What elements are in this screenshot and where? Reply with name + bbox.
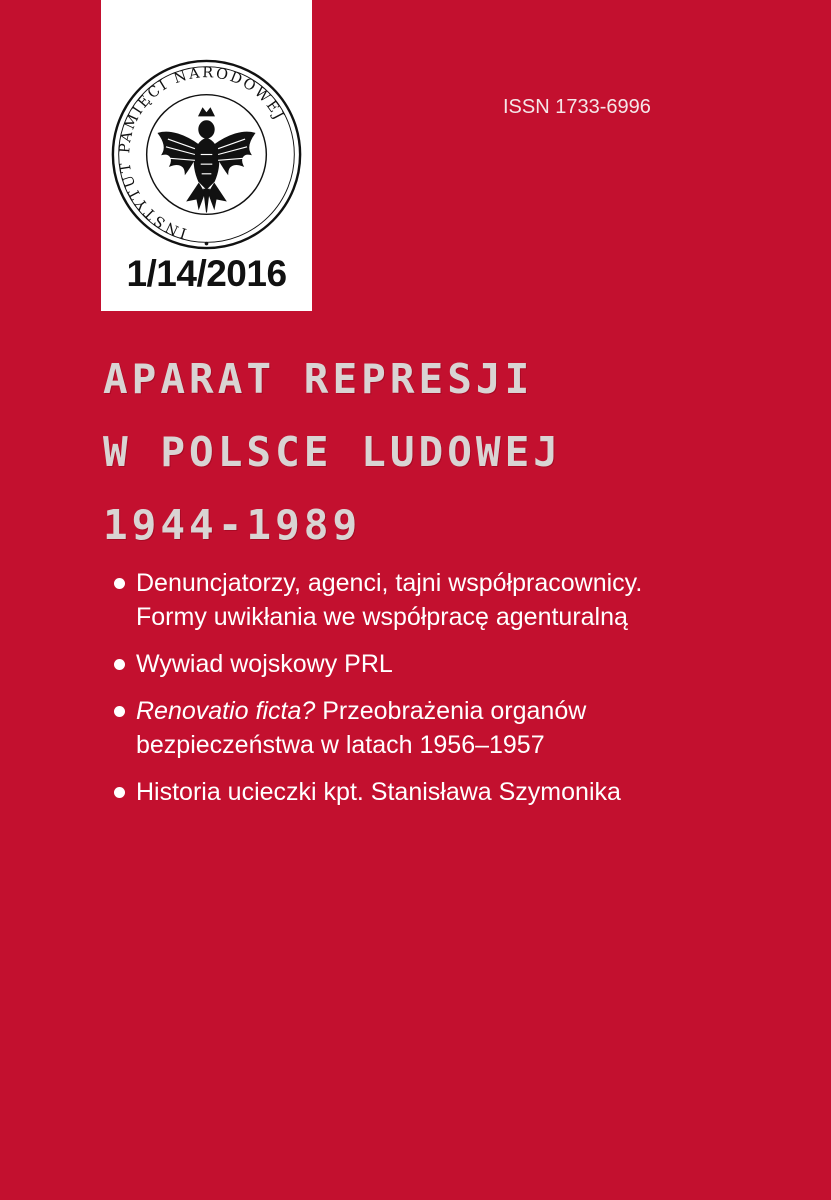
- svg-text:●: ●: [203, 238, 210, 249]
- title-line-2: W POLSCE LUDOWEJ: [103, 428, 562, 476]
- list-item: [114, 694, 814, 762]
- bullet-1-line-2: Formy uwikłania we współpracę agenturalną: [136, 603, 628, 631]
- list-item: [114, 647, 814, 681]
- title-line-1: APARAT REPRESJI: [103, 355, 534, 403]
- bullet-3-italic: Renovatio ficta?: [136, 697, 316, 725]
- bullet-1-line-1: Denuncjatorzy, agenci, tajni współpracownicy.: [136, 569, 643, 597]
- list-item: [114, 566, 814, 634]
- bullet-3-rest: Przeobrażenia organów: [315, 697, 587, 725]
- logo-panel: [101, 0, 312, 311]
- bullet-3-line-2: bezpieczeństwa w latach 1956–1957: [136, 731, 545, 759]
- contents-list: [114, 566, 814, 822]
- bullet-4-line-1: Historia ucieczki kpt. Stanisława Szymonika: [136, 778, 621, 806]
- title-line-3: 1944-1989: [103, 501, 362, 549]
- ipn-seal-logo: [110, 58, 303, 251]
- svg-text:INSTYTUT PAMIĘCI NARODOWEJ: INSTYTUT PAMIĘCI NARODOWEJ: [117, 65, 288, 241]
- bullet-2-line-1: Wywiad wojskowy PRL: [136, 650, 393, 678]
- bullet-3-line-1: [136, 694, 814, 728]
- list-item: [114, 775, 814, 809]
- issn-label: ISSN 1733-6996: [503, 96, 651, 118]
- issue-number: 1/14/2016: [126, 253, 287, 294]
- journal-title: [103, 343, 562, 562]
